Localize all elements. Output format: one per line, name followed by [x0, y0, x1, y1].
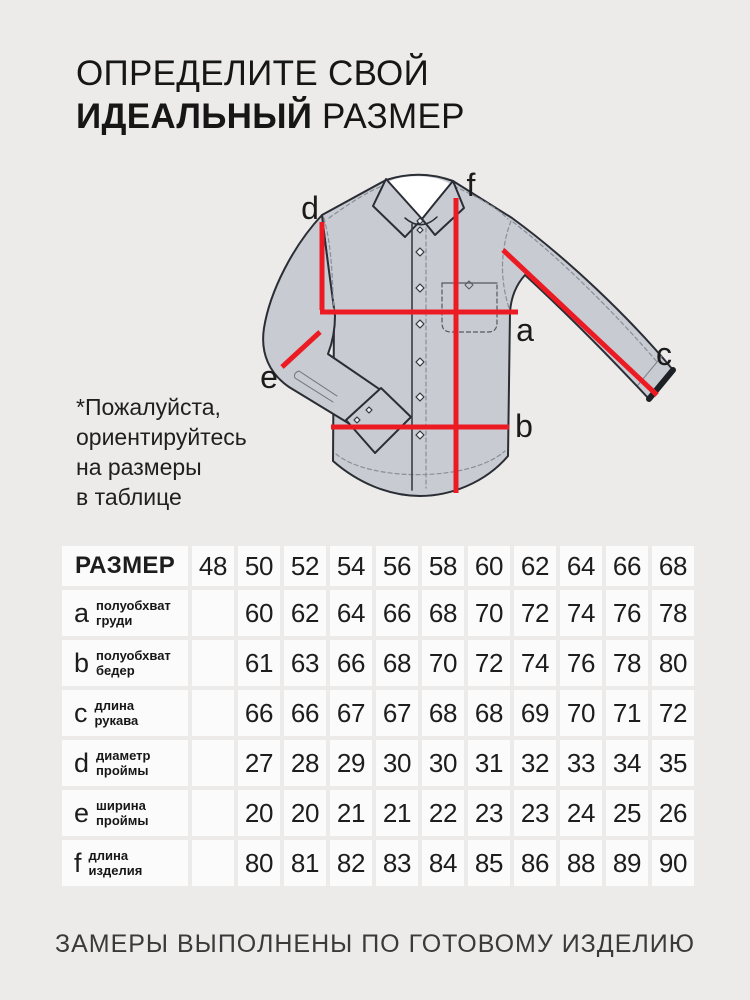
- value-cell: 67: [376, 690, 418, 736]
- shirt-measurement-diagram: [245, 158, 705, 510]
- table-header-row: [62, 546, 694, 586]
- value-cell: 66: [330, 640, 372, 686]
- row-letter: d: [74, 747, 90, 778]
- size-header-cell: 62: [514, 546, 556, 586]
- row-description: [96, 748, 150, 778]
- page-title: [76, 52, 465, 138]
- row-description-line: ширина: [96, 798, 146, 813]
- row-description: [96, 648, 171, 678]
- value-cell: 86: [514, 840, 556, 886]
- table-row: [62, 790, 694, 836]
- title-rest-word: РАЗМЕР: [322, 97, 465, 136]
- size-header-cell: 48: [192, 546, 234, 586]
- value-cell: 20: [284, 790, 326, 836]
- value-cell: 28: [284, 740, 326, 786]
- row-description: [96, 798, 148, 828]
- size-header-cell: 52: [284, 546, 326, 586]
- row-description-line: полуобхват: [96, 598, 171, 613]
- value-cell: 30: [376, 740, 418, 786]
- row-description: [95, 698, 139, 728]
- size-header-cell: 68: [652, 546, 694, 586]
- row-letter: e: [74, 797, 90, 828]
- note-line: *Пожалуйста,: [76, 394, 221, 420]
- value-cell: 66: [238, 690, 280, 736]
- value-cell: 67: [330, 690, 372, 736]
- value-cell: [192, 740, 234, 786]
- title-line1: ОПРЕДЕЛИТЕ СВОЙ: [76, 54, 430, 93]
- value-cell: 63: [284, 640, 326, 686]
- row-description-line: проймы: [96, 813, 149, 828]
- footer-note: ЗАМЕРЫ ВЫПОЛНЕНЫ ПО ГОТОВОМУ ИЗДЕЛИЮ: [54, 930, 696, 958]
- size-header-cell: 54: [330, 546, 372, 586]
- value-cell: 66: [284, 690, 326, 736]
- title-bold-word: ИДЕАЛЬНЫЙ: [76, 97, 313, 136]
- value-cell: 64: [330, 590, 372, 636]
- value-cell: 72: [652, 690, 694, 736]
- value-cell: 70: [422, 640, 464, 686]
- size-header-cell: 50: [238, 546, 280, 586]
- value-cell: 88: [560, 840, 602, 886]
- label-e: e: [260, 359, 278, 395]
- row-description-line: диаметр: [96, 748, 151, 763]
- label-c: c: [656, 336, 672, 372]
- row-letter: c: [74, 697, 88, 728]
- value-cell: 35: [652, 740, 694, 786]
- value-cell: 72: [514, 590, 556, 636]
- table-row: [62, 740, 694, 786]
- value-cell: 23: [514, 790, 556, 836]
- value-cell: 76: [606, 590, 648, 636]
- row-label-cell: [62, 640, 188, 686]
- row-description-line: бедер: [96, 663, 135, 678]
- value-cell: 89: [606, 840, 648, 886]
- value-cell: 72: [468, 640, 510, 686]
- value-cell: 20: [238, 790, 280, 836]
- row-description: [96, 598, 171, 628]
- value-cell: 78: [606, 640, 648, 686]
- note-line: в таблице: [76, 484, 182, 510]
- value-cell: 24: [560, 790, 602, 836]
- shirt-illustration: [245, 158, 705, 510]
- value-cell: 23: [468, 790, 510, 836]
- label-d: d: [301, 190, 319, 226]
- value-cell: 66: [376, 590, 418, 636]
- value-cell: 90: [652, 840, 694, 886]
- size-header-cell: 64: [560, 546, 602, 586]
- size-header-cell: 56: [376, 546, 418, 586]
- row-label-cell: [62, 690, 188, 736]
- row-letter: b: [74, 647, 90, 678]
- value-cell: 32: [514, 740, 556, 786]
- label-a: a: [516, 312, 534, 348]
- value-cell: [192, 640, 234, 686]
- size-header-cell: 58: [422, 546, 464, 586]
- table-row: [62, 690, 694, 736]
- label-f: f: [466, 167, 476, 203]
- value-cell: 25: [606, 790, 648, 836]
- row-letter: f: [74, 847, 82, 878]
- value-cell: 68: [376, 640, 418, 686]
- value-cell: 68: [468, 690, 510, 736]
- value-cell: [192, 840, 234, 886]
- size-header-cell: 66: [606, 546, 648, 586]
- value-cell: [192, 690, 234, 736]
- value-cell: 85: [468, 840, 510, 886]
- row-label-cell: [62, 790, 188, 836]
- size-column-header: РАЗМЕР: [62, 546, 188, 586]
- value-cell: 70: [560, 690, 602, 736]
- value-cell: 81: [284, 840, 326, 886]
- row-description-line: груди: [96, 613, 133, 628]
- value-cell: 82: [330, 840, 372, 886]
- value-cell: [192, 790, 234, 836]
- row-label-cell: [62, 840, 188, 886]
- row-description-line: длина: [88, 848, 129, 863]
- value-cell: 62: [284, 590, 326, 636]
- size-table: [62, 546, 694, 890]
- value-cell: 33: [560, 740, 602, 786]
- value-cell: 68: [422, 690, 464, 736]
- value-cell: 61: [238, 640, 280, 686]
- value-cell: 22: [422, 790, 464, 836]
- value-cell: 74: [514, 640, 556, 686]
- value-cell: 21: [376, 790, 418, 836]
- value-cell: 21: [330, 790, 372, 836]
- table-row: [62, 590, 694, 636]
- row-description-line: длина: [94, 698, 135, 713]
- value-cell: 30: [422, 740, 464, 786]
- note-line: на размеры: [76, 454, 202, 480]
- value-cell: 83: [376, 840, 418, 886]
- row-label-cell: [62, 590, 188, 636]
- value-cell: 84: [422, 840, 464, 886]
- value-cell: 34: [606, 740, 648, 786]
- value-cell: 71: [606, 690, 648, 736]
- row-description: [89, 848, 143, 878]
- value-cell: 26: [652, 790, 694, 836]
- row-description-line: рукава: [94, 713, 139, 728]
- note-line: ориентируйтесь: [76, 424, 247, 450]
- value-cell: 80: [652, 640, 694, 686]
- label-b: b: [515, 408, 533, 444]
- value-cell: 70: [468, 590, 510, 636]
- note-text: [76, 392, 247, 512]
- value-cell: 68: [422, 590, 464, 636]
- row-label-cell: [62, 740, 188, 786]
- value-cell: 27: [238, 740, 280, 786]
- value-cell: 60: [238, 590, 280, 636]
- value-cell: 76: [560, 640, 602, 686]
- value-cell: 78: [652, 590, 694, 636]
- value-cell: 31: [468, 740, 510, 786]
- table-row: [62, 640, 694, 686]
- row-description-line: полуобхват: [96, 648, 171, 663]
- title-line2: [76, 95, 465, 138]
- value-cell: 29: [330, 740, 372, 786]
- value-cell: 74: [560, 590, 602, 636]
- table-row: [62, 840, 694, 886]
- value-cell: 69: [514, 690, 556, 736]
- row-description-line: изделия: [88, 863, 143, 878]
- row-letter: a: [74, 597, 90, 628]
- value-cell: 80: [238, 840, 280, 886]
- size-header-cell: 60: [468, 546, 510, 586]
- row-description-line: проймы: [96, 763, 149, 778]
- value-cell: [192, 590, 234, 636]
